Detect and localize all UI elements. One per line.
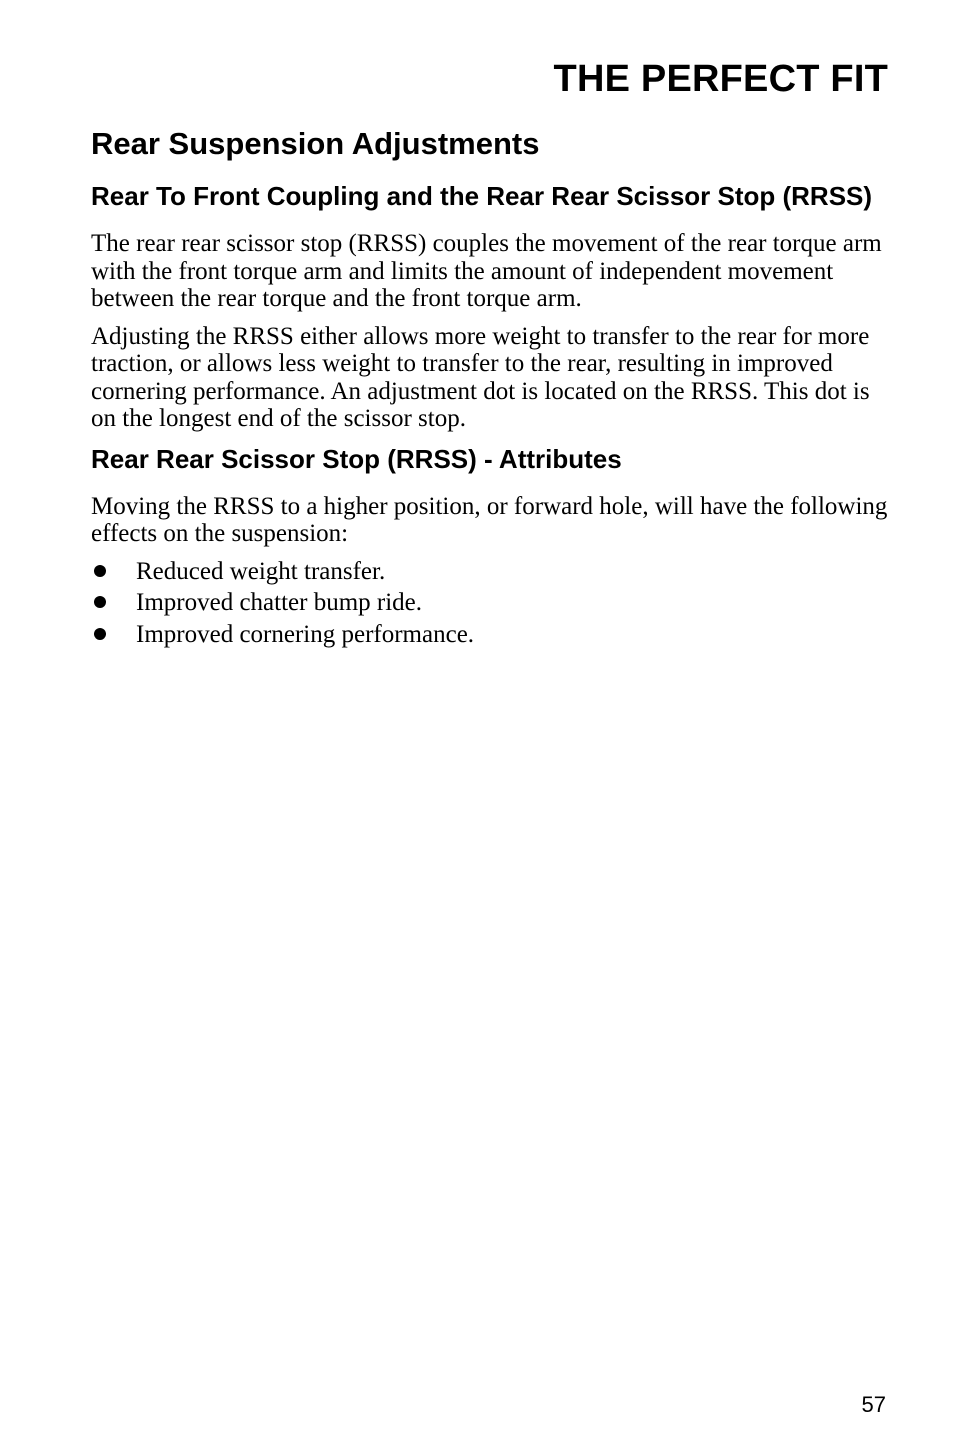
- bullet-dot-icon: [94, 628, 106, 640]
- list-item-text: Improved cornering performance.: [136, 620, 475, 648]
- list-item: [91, 619, 891, 651]
- list-item-text: Improved chatter bump ride.: [136, 589, 423, 616]
- page-number: 57: [861, 1392, 886, 1417]
- list-item: [91, 587, 891, 619]
- subsection-title-attributes: Rear Rear Scissor Stop (RRSS) - Attributes: [91, 443, 622, 474]
- list-item-text: Reduced weight transfer.: [136, 557, 386, 585]
- page-content: [91, 122, 891, 650]
- running-head-title: THE PERFECT FIT: [553, 58, 888, 100]
- effects-list: [91, 556, 891, 651]
- list-item: [91, 556, 891, 588]
- bullet-dot-icon: [94, 596, 106, 608]
- paragraph-rrss-adjusting: Adjusting the RRSS either allows more weight to transfer to the rear for more traction, or allows less weight to transfer to the rear, resulting in improved cornering performance. An adjustment dot is located on the RRSS. This dot is on the longest end of the scissor stop.: [91, 322, 870, 432]
- section-title: Rear Suspension Adjustments: [91, 126, 540, 161]
- bullet-dot-icon: [94, 565, 106, 577]
- subsection-title-coupling: Rear To Front Coupling and the Rear Rear Scissor Stop (RRSS): [91, 181, 873, 211]
- paragraph-rrss-description: The rear rear scissor stop (RRSS) couples the movement of the rear torque arm with the front torque arm and limits the amount of independent movement between the rear torque and the front torque arm.: [91, 230, 882, 312]
- paragraph-attributes-intro: Moving the RRSS to a higher position, or forward hole, will have the following effects on the suspension:: [91, 492, 888, 547]
